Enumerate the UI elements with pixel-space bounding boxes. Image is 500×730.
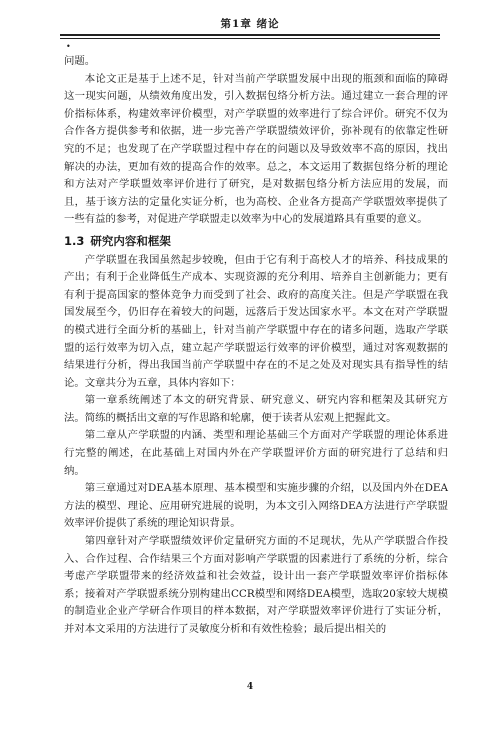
paragraphs-before — [64, 53, 448, 229]
paragraph: 第一章系统阐述了本文的研究背景、研究意义、研究内容和框架及其研究方法。简练的概括出文章的写作思路和轮廓，便于读者从宏观上把握此文。 — [64, 394, 448, 424]
page-number: 4 — [246, 682, 254, 692]
bullet-mark-icon: • — [66, 42, 71, 51]
section-number: 1.3 — [64, 233, 85, 248]
paragraph: 产学联盟在我国虽然起步较晚，但由于它有利于高校人才的培养、科技成果的产出；有利于企业降低生产成本、实现资源的充分利用、培养自主创新能力；更有有利于提高国家的整体竞争力而受到了社会、政府的高度关注。但是产学联盟在我国发展至今，仍旧存在着较大的问题，远落后于发达国家水平。本文在对产学联盟的模式进行全面分析的基础上，针对当前产学联盟中存在的诸多问题，选取产学联盟的运行效率为切入点，建立起产学联盟运行效率的评价模型，通过对客观数据的结果进行分析，得出我国当前产学联盟中存在的不足之处及对现实具有指导性的结论。文章共分为五章，具体内容如下： — [64, 253, 448, 389]
section-heading — [64, 233, 448, 251]
paragraph: 问题。 — [64, 55, 96, 67]
paragraph: 本论文正是基于上述不足，针对当前产学联盟发展中出现的瓶颈和面临的障碍这一现实问题，从绩效角度出发，引入数据包络分析方法。通过建立一套合理的评价指标体系，构建效率评价模型，对产学联盟的效率进行了综合评价。研究不仅为合作各方提供参考和依据，进一步完善产学联盟绩效评价，弥补现有的依靠定性研究的不足；也发现了在产学联盟过程中存在的问题以及导致效率不高的原因，找出解决的办法，更加有效的提高合作的效率。总之，本文运用了数据包络分析的理论和方法对产学联盟效率评价进行了研究，是对数据包络分析方法应用的发展，而且，基于该方法的定量化实证分析，也为高校、企业各方提高产学联盟效率提供了一些有益的参考，对促进产学联盟走以效率为中心的发展道路具有重要的意义。 — [64, 72, 448, 226]
body-text — [64, 53, 448, 639]
paragraphs-after — [64, 252, 448, 639]
paragraph: 第三章通过对DEA基本原理、基本模型和实施步骤的介绍，以及国内外在DEA方法的模型、理论、应用研究进展的说明，为本文引入网络DEA方法进行产学联盟效率评价提供了系统的理论知识背景。 — [64, 482, 448, 530]
paragraph: 第二章从产学联盟的内涵、类型和理论基础三个方面对产学联盟的理论体系进行完整的阐述，在此基础上对国内外在产学联盟评价方面的研究进行了总结和归纳。 — [64, 429, 448, 477]
header-rule-thick — [60, 34, 440, 36]
header-rule-thin — [60, 38, 440, 39]
paragraph: 第四章针对产学联盟绩效评价定量研究方面的不足现状，先从产学联盟合作投入、合作过程、合作结果三个方面对影响产学联盟的因素进行了系统的分析，综合考虑产学联盟带来的经济效益和社会效益，设计出一套产学联盟效率评价指标体系；接着对产学联盟系统分别构建出CCR模型和网络DEA模型，选取20家较大规模的制造业企业产学研合作项目的样本数据，对产学联盟效率评价进行了实证分析，并对本文采用的方法进行了灵敏度分析和有效性检验；最后提出相关的 — [64, 535, 448, 635]
page-header: 第1章 绪论 — [220, 18, 280, 30]
section-title: 研究内容和框架 — [90, 233, 171, 248]
